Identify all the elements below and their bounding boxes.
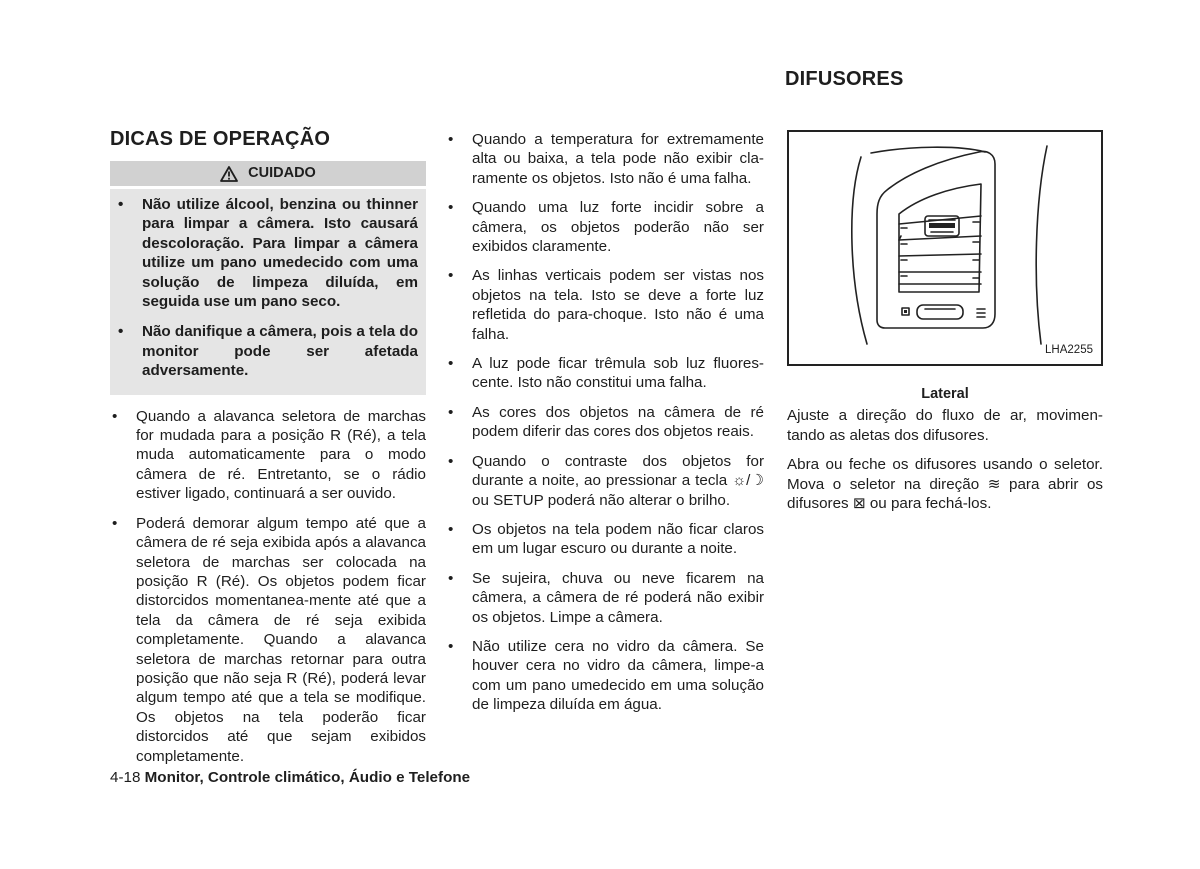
list-item: • Os objetos na tela podem não ficar claros em um lugar escuro ou durante a noite.	[446, 520, 764, 559]
page-number: 4-18	[110, 769, 141, 786]
list-item-text: ou SETUP poderá não alterar o brilho.	[472, 491, 731, 509]
list-item: • Quando a alavanca seletora de marchas for mudada para a posição R (Ré), a tela muda automaticamente para o modo câmera de ré. Entretanto, se o rádio estiver ligado, continuará a ser ouvido.	[110, 407, 426, 504]
vent-close-icon: ⊠	[852, 495, 866, 513]
list-item: • Se sujeira, chuva ou neve ficarem na câmera, a câmera de ré poderá não exibir os objetos. Limpe a câmera.	[446, 569, 764, 627]
list-item: • Quando uma luz forte incidir sobre a câmera, os objetos poderão não ser exibidos claramente.	[446, 198, 764, 256]
page-footer	[110, 769, 470, 786]
section-title-difusores: DIFUSORES	[785, 68, 904, 90]
list-item: • A luz pode ficar trêmula sob luz fluores-cente. Isto não constitui uma falha.	[446, 354, 764, 393]
list-item: • As cores dos objetos na câmera de ré podem diferir das cores dos objetos reais.	[446, 403, 764, 442]
vent-illustration	[787, 130, 1103, 366]
caution-header	[110, 161, 426, 186]
list-item: • Poderá demorar algum tempo até que a câmera de ré seja exibida após a alavanca seletora de marchas ser colocada na posição R (Ré). Os objetos podem ficar distorcidos momentanea-mente até que a tela da câmera de ré seja exibida completamente. Quando a alavanca seletora de marchas retornar para outra posição que não seja R (Ré), poderá levar algum tempo até que a tela se modifique. Os objetos na tela poderão ficar distorcidos até que sejam exibidos completamente.	[110, 514, 426, 766]
caution-item: • Não utilize álcool, benzina ou thinner para limpar a câmera. Isto causará descoloração. Para limpar a câmera utilize um pano umedecido com uma solução de limpeza diluída, em seguida use um pano seco.	[116, 195, 418, 311]
figure-caption: Lateral	[921, 386, 969, 402]
vent-open-icon: ≋	[987, 475, 1001, 493]
caution-item: • Não danifique a câmera, pois a tela do monitor pode ser afetada adversamente.	[116, 322, 418, 380]
caution-label: CUIDADO	[248, 164, 316, 181]
caution-box	[110, 189, 426, 395]
list-item: • Quando a temperatura for extremamente alta ou baixa, a tela pode não exibir cla-ramente os objetos. Isto não é uma falha.	[446, 130, 764, 188]
list-item	[446, 452, 764, 510]
right-column	[787, 130, 1103, 523]
left-column	[110, 161, 426, 776]
figure-code: LHA2255	[1045, 343, 1093, 356]
middle-column	[446, 130, 764, 725]
list-item: • Não utilize cera no vidro da câmera. Se houver cera no vidro da câmera, limpe-a com um pano umedecido em uma solução de limpeza diluída em água.	[446, 637, 764, 715]
paragraph-text: ou para fechá-los.	[869, 495, 992, 513]
paragraph-text: Abra ou feche os difusores usando o seletor. Mova o seletor na direção	[787, 456, 1103, 493]
list-item-text: Quando o contraste dos objetos for durante a noite, ao pressionar a tecla	[472, 452, 764, 490]
list-item: • As linhas verticais podem ser vistas nos objetos na tela. Isto se deve a forte luz refletida do para-choque. Isto não é uma falha.	[446, 266, 764, 344]
warning-icon	[220, 166, 238, 182]
brightness-button-icon: ☼/☽	[732, 472, 764, 490]
paragraph: Ajuste a direção do fluxo de ar, movimen-tando as aletas dos difusores.	[787, 407, 1103, 444]
air-vent-drawing	[789, 132, 1101, 364]
paragraph-text: para abrir os difusores	[787, 475, 1103, 513]
section-title-dicas: DICAS DE OPERAÇÃO	[110, 128, 331, 150]
chapter-title: Monitor, Controle climático, Áudio e Telefone	[144, 769, 471, 786]
paragraph	[787, 455, 1103, 513]
